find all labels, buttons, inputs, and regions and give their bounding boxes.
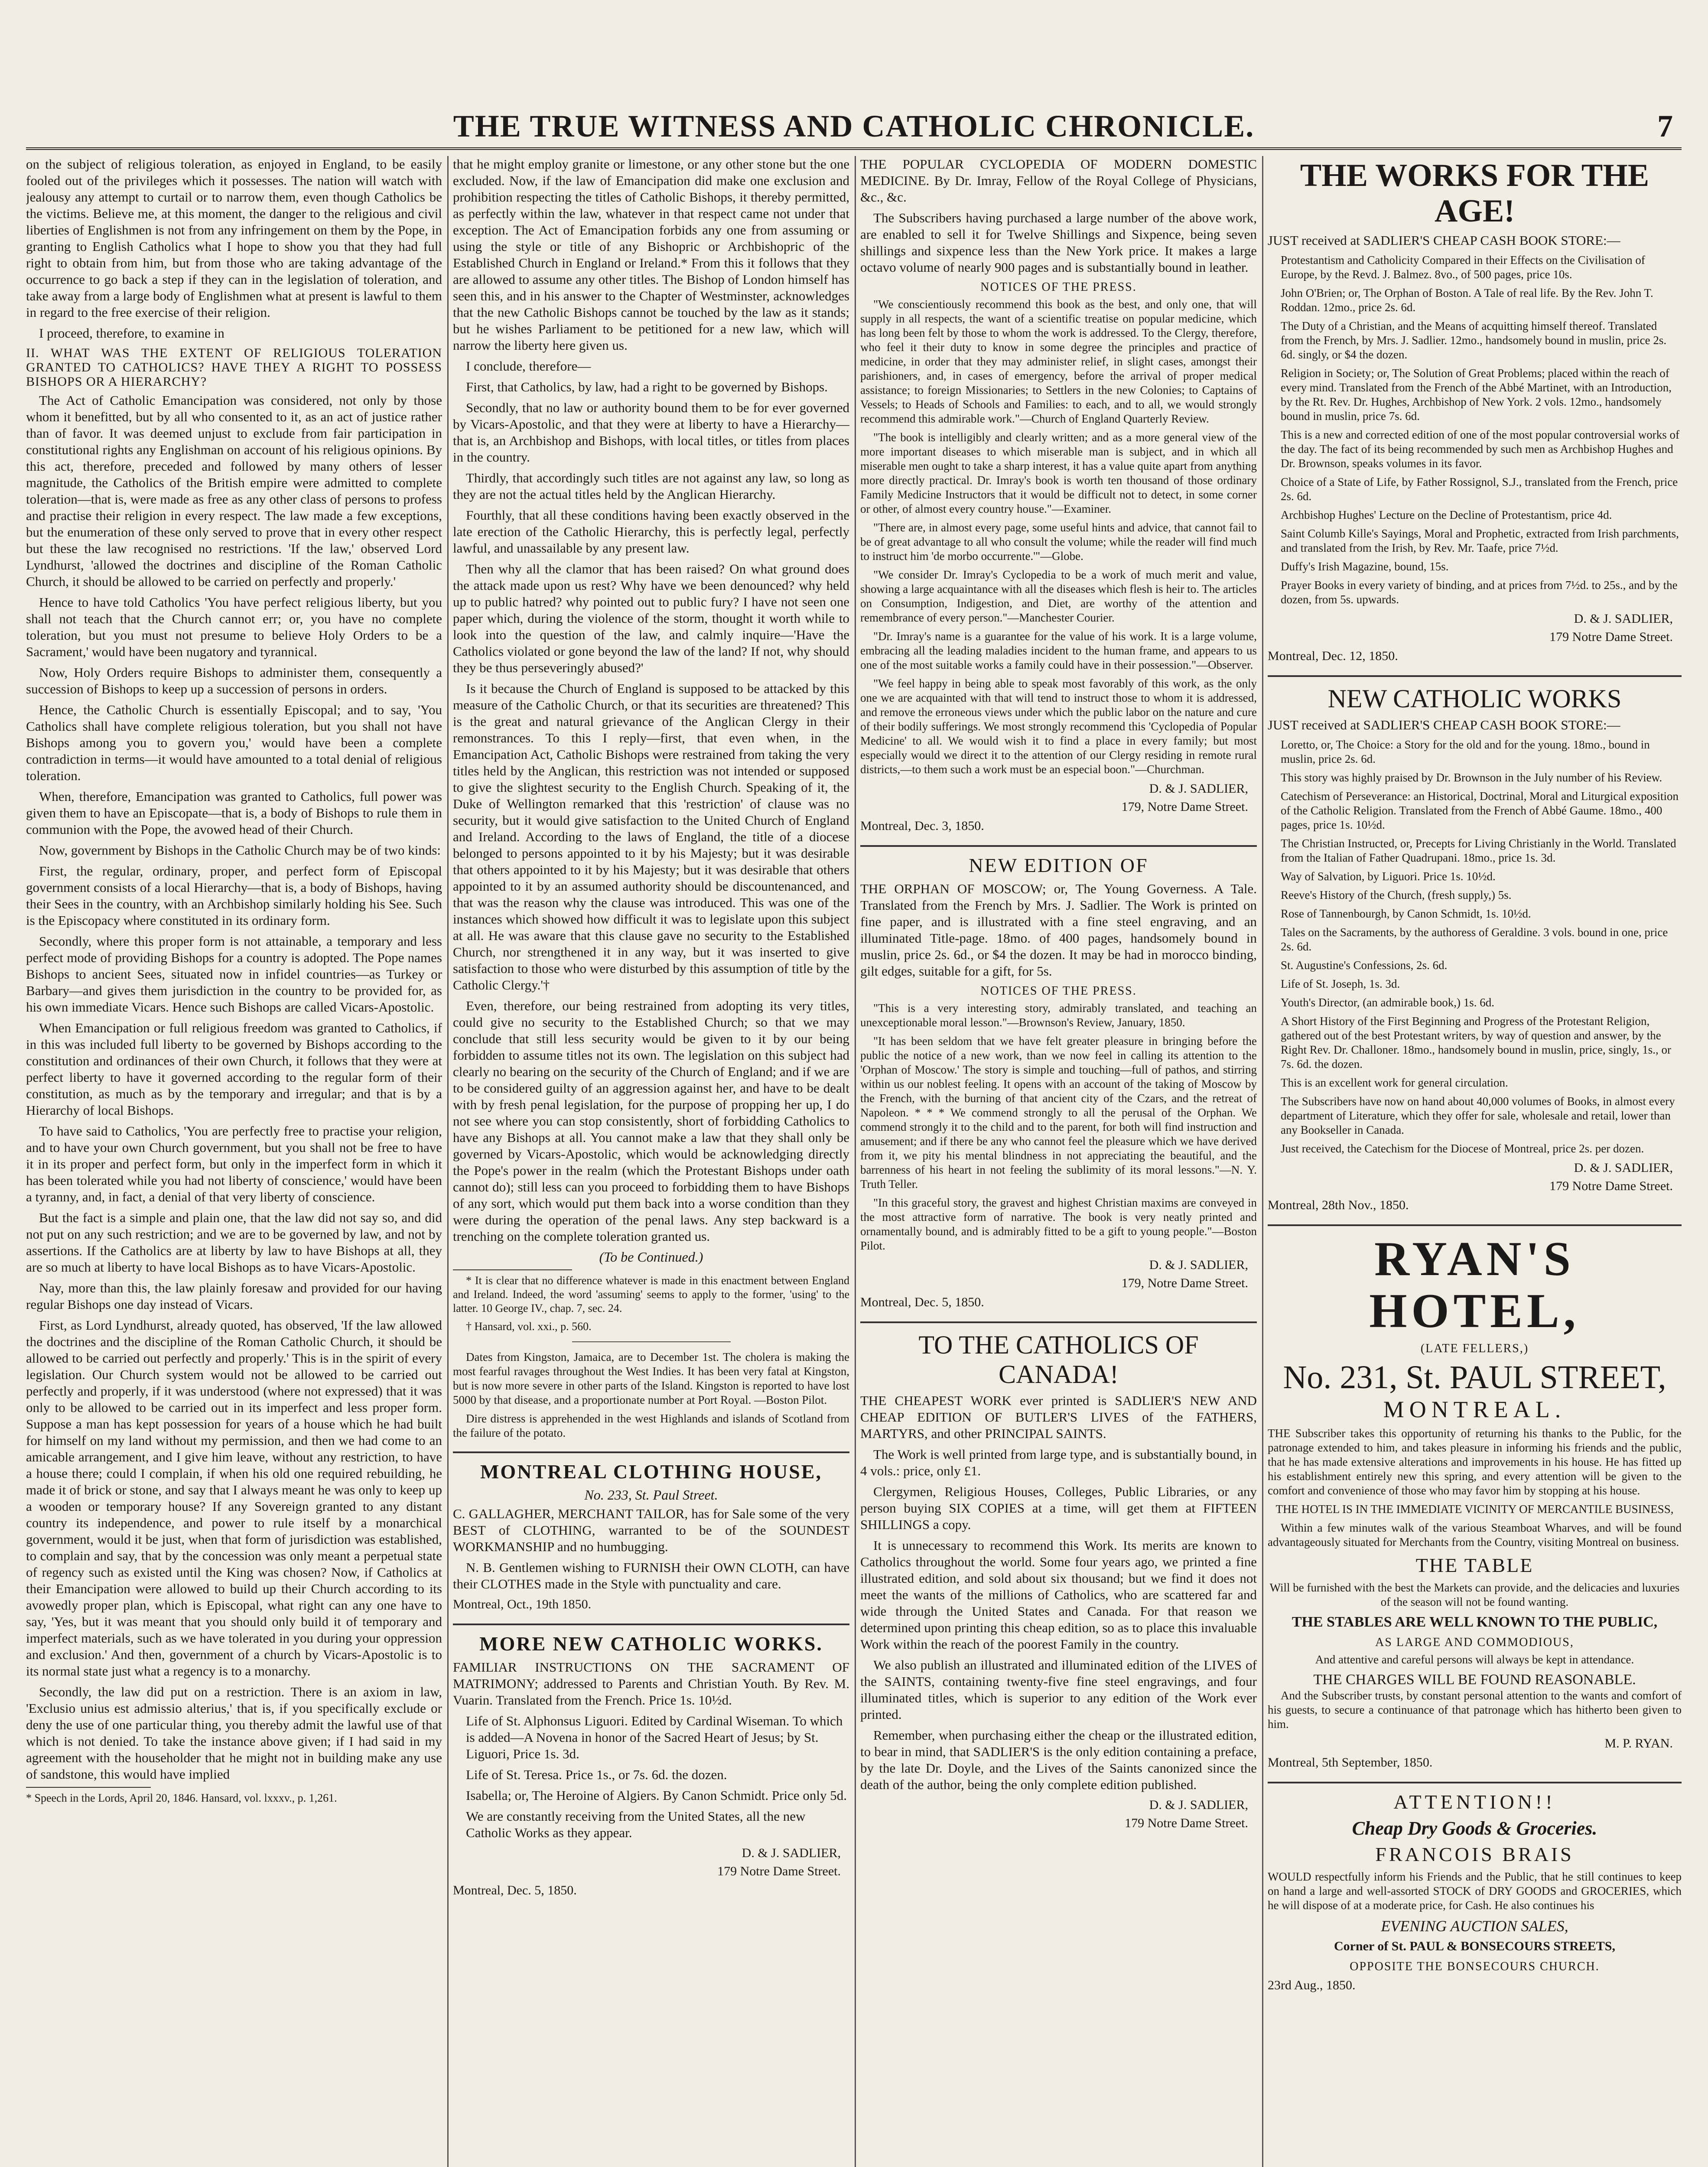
book-listing: Religion in Society; or, The Solution of Great Problems; placed within the reach of every mind. Translated from the French of the Abbé Martinet, with an Introduction, by the Rt. Rev. Dr. Hughes, Archbishop of New York. 2 vols. 12mo., handsomely bound in muslin, price 7s. 6d. [1281, 367, 1672, 423]
press-notice: "We consider Dr. Imray's Cyclopedia to be a work of much merit and value, showing a large acquaintance with all the diseases which flesh is heir to. The articles on Consumption, Indigestion, and Diet, are worthy of the attention and remembrance of every person."—Manchester Courier. [860, 568, 1257, 624]
works-age-title: THE WORKS FOR THE AGE! [1300, 158, 1649, 229]
attention-date: 23rd Aug., 1850. [1268, 1978, 1356, 1992]
masthead [26, 108, 1682, 150]
signature-address: 179 Notre Dame Street. [1549, 630, 1673, 644]
book-listing: Choice of a State of Life, by Father Rossignol, S.J., translated from the French, price 2s. 6d. [1281, 475, 1678, 503]
book-listing: Catechism of Perseverance: an Historical, Doctrinal, Moral and Liturgical exposition of the Catholic Religion. Translated from the French of Abbé Gaume. 18mo., 400 pages, price 1s. 10½d. [1281, 790, 1679, 831]
column-3 [860, 156, 1257, 2167]
news-item: Dates from Kingston, Jamaica, are to December 1st. The cholera is making the most fearful ravages throughout the West Indies. It has been very fatal at Kingston, but is now more severe in other parts of the Island. Kingston is reported to have lost 5000 by that disease, and a proportionate number at Port Royal. —Boston Pilot. [453, 1350, 849, 1406]
orphan-date: Montreal, Dec. 5, 1850. [860, 1295, 984, 1309]
stables-heading: THE STABLES ARE WELL KNOWN TO THE PUBLIC, [1292, 1614, 1658, 1630]
article-paragraph: Hence to have told Catholics 'You have perfect religious liberty, but you shall not teach that the Church cannot err; or, you have no complete toleration, but you must not presume to believe Holy Orders to be a Sacrament,' would have been nugatory and tyrannical. [26, 595, 442, 659]
catholics-ad-body: THE CHEAPEST WORK ever printed is SADLIER'S NEW AND CHEAP EDITION OF BUTLER'S LIVES of the FATHERS, MARTYRS, and other PRINCIPAL SAINTS. [860, 1393, 1257, 1441]
new-works-intro: JUST received at SADLIER'S CHEAP CASH BOOK STORE:— [1268, 717, 1620, 732]
table-body: Will be furnished with the best the Markets can provide, and the delicacies and luxuries of the season will not be found wanting. [1269, 1581, 1680, 1608]
divider [453, 1624, 849, 1625]
article-paragraph: First, as Lord Lyndhurst, already quoted, has observed, 'If the law allowed the doctrines and the discipline of the Roman Catholic Church, it should be allowed to be carried out perfectly and properly.' This is in the spirit of every legislation. Our Church system would not be allowed to be carried out perfectly and properly, if it was understood (where not expressed) that it was only to be allowed to be carried out in its imperfect and less proper form. Suppose a man has kept possession for years of a house which he had built for himself on my land without my permission, and then we had come to an amicable arrangement, and I give him leave, without any restriction, to have a house there; could I complain, if when his old one required rebuilding, he made it of brick or stone, and say that I always meant he was only to keep up a wooden or temporary house? If any Sovereign granted to any distant country its independence, and power to rule itself by a monarchical government, would it be just, when that form of jurisdiction was established, to complain and say, that by the concession was only meant a perpetual state of regency such as existed until the King was chosen? Now, if Catholics at their Emancipation were allowed to build up their Church according to its avowedly proper plan, which is Episcopal, what right can any one have to say, 'Yes, but it was meant that you should only build it of temporary and imperfect materials, such as we have tolerated in you during your oppression and exclusion.' And then, government of a church by Vicars-Apostolic is to its normal state just what a regency is to a monarchy. [26, 1318, 442, 1679]
more-works-item: Life of St. Alphonsus Liguori. Edited by Cardinal Wiseman. To which is added—A Novena in honor of the Sacred Heart of Jesus; by St. Liguori, Price 1s. 3d. [466, 1713, 843, 1761]
evening-sales: EVENING AUCTION SALES, [1381, 1917, 1568, 1935]
article-paragraph: Fourthly, that all these conditions having been exactly observed in the late erection of the Catholic Hierarchy, this is perfectly legal, perfectly lawful, and unassailable by any present law. [453, 508, 849, 556]
clothing-house-body: C. GALLAGHER, MERCHANT TAILOR, has for Sale some of the very BEST of CLOTHING, warranted to be of the SOUNDEST WORKMANSHIP and no humbugging. [453, 1506, 849, 1554]
catholics-ad-title: TO THE CATHOLICS OF CANADA! [918, 1331, 1199, 1389]
clothing-house-title: MONTREAL CLOTHING HOUSE, [480, 1461, 822, 1483]
signature-address: 179 Notre Dame Street. [1125, 1816, 1248, 1830]
book-listing: Reeve's History of the Church, (fresh supply,) 5s. [1281, 888, 1512, 901]
hotel-name: RYAN'S HOTEL, [1369, 1232, 1580, 1338]
column-rule [1262, 156, 1263, 2167]
hotel-vicinity: THE HOTEL IS IN THE IMMEDIATE VICINITY OF MERCANTILE BUSINESS, [1275, 1503, 1674, 1516]
column-rule [447, 156, 449, 2167]
divider [860, 1321, 1257, 1323]
signature-address: 179 Notre Dame Street. [717, 1864, 841, 1878]
article-paragraph: Now, government by Bishops in the Catholic Church may be of two kinds: [39, 843, 441, 858]
notices-heading: NOTICES OF THE PRESS. [980, 280, 1137, 294]
more-works-title: MORE NEW CATHOLIC WORKS. [479, 1633, 823, 1655]
book-listing: Archbishop Hughes' Lecture on the Decline of Protestantism, price 4d. [1281, 508, 1612, 521]
press-notice: "The book is intelligibly and clearly written; and as a more general view of the more important diseases to which miserable man is subject, and in which all miserable men ought to take a sharp interest, it has a value quite apart from anything more directly practical. Dr. Imray's book is worth ten thousand of those ordinary Family Medicine Instructors that it would be difficult not to detect, in some corner or other, of almost every country house."—Examiner. [860, 431, 1257, 515]
stables-subheading: AS LARGE AND COMMODIOUS, [1375, 1636, 1574, 1649]
signature: D. & J. SADLIER, [1149, 781, 1248, 796]
cyclopedia-ad-body: The Subscribers having purchased a large number of the above work, are enabled to sell it for Twelve Shillings and Sixpence, being seven shillings and sixpence less than the New York price. It makes a large octavo volume of nearly 900 pages and is substantially bound in leather. [860, 210, 1257, 275]
article-paragraph: Hence, the Catholic Church is essentially Episcopal; and to say, 'You Catholics shall have complete religious toleration, but you shall not have Bishops among you to govern you,' would have been a complete contradiction in terms—it would have amounted to a total denial of religious toleration. [26, 702, 442, 783]
article-paragraph: Nay, more than this, the law plainly foresaw and provided for our having regular Bishops one day instead of Vicars. [26, 1280, 442, 1312]
attention-subtitle: Cheap Dry Goods & Groceries. [1352, 1818, 1597, 1839]
press-notice: "In this graceful story, the gravest and highest Christian maxims are conveyed in the most attractive form of narrative. The book is very neatly printed and ornamentally bound, and is admirably fitted to be a gift to young people."—Boston Pilot. [860, 1196, 1257, 1252]
press-notice: "Dr. Imray's name is a guarantee for the value of his work. It is a large volume, embracing all the leading maladies incident to the human frame, and appears to us one of the most suitable works a family could have in their possession."—Observer. [860, 630, 1257, 671]
stables-body: And attentive and careful persons will always be kept in attendance. [1315, 1653, 1634, 1666]
new-works-date: Montreal, 28th Nov., 1850. [1268, 1198, 1409, 1212]
more-works-date: Montreal, Dec. 5, 1850. [453, 1883, 577, 1897]
press-notice: "We conscientiously recommend this book as the best, and only one, that will supply in all respects, the want of a scientific treatise on popular medicine, which has long been felt by those to whom the work is addressed. To the Clergy, therefore, who feel it their duty to know in some degree the principles and practice of medicine, in order that they may administer relief, in slight cases, amongst their parishioners, and, in cases of emergency, before the arrival of proper medical assistance; to foreign Missionaries; to Settlers in the new Colonies; to Captains of Vessels; to Heads of Schools and Families: to each, and to all, we would strongly recommend this admirable work."—Church of England Quarterly Review. [860, 298, 1257, 425]
article-paragraph: First, the regular, ordinary, proper, and perfect form of Episcopal government consists of a local Hierarchy—that is, a body of Bishops, having their Sees in the country, with an Archbishop similarly holding his See. Such is the Episcopacy where constituted in its ordinary form. [26, 863, 442, 928]
book-listing: Rose of Tannenbourgh, by Canon Schmidt, 1s. 10½d. [1281, 907, 1531, 920]
article-paragraph: The Act of Catholic Emancipation was considered, not only by those whom it benefitted, but by all who consented to it, as an act of justice rather than of favor. It was deemed unjust to exclude from fair participation in constitutional rights any Englishman on account of his religious opinions. By this act, therefore, preceded and followed by many others of lesser magnitude, the Catholics of the British empire were admitted to complete toleration—that is, were made as free as any other class of persons to profess and practise their religion in every respect. The law made a few exceptions, but the enumeration of these only served to prove that in every other respect but these the law recognised no restrictions. 'If the law,' observed Lord Lyndhurst, 'allowed the doctrines and discipline of the Roman Catholic Church, it should be allowed to be carried on perfectly and properly.' [26, 393, 442, 589]
signature: D. & J. SADLIER, [1574, 1161, 1673, 1175]
book-listing: Youth's Director, (an admirable book,) 1s. 6d. [1281, 996, 1494, 1009]
book-listing: Duffy's Irish Magazine, bound, 15s. [1281, 560, 1449, 573]
works-age-intro: JUST received at SADLIER'S CHEAP CASH BOOK STORE:— [1268, 233, 1620, 248]
divider [453, 1451, 849, 1453]
column-4 [1268, 156, 1682, 2167]
press-notice: "We feel happy in being able to speak most favorably of this work, as the only one we are acquainted with that will tend to instruct those to whom it is addressed, and remove the erroneous views under which the public labor on the nature and cure of their bodily sufferings. We most strongly recommend this 'Cyclopedia of Popular Medicine' to all. We would wish it to find a place in every family; but most especially would we direct it to the attention of our Clergy residing in remote rural districts,—to them such a work must be an especial boon."—Churchman. [860, 677, 1257, 776]
catholics-ad-paragraph: We also publish an illustrated and illuminated edition of the LIVES of the SAINTS, containing twenty-five fine steel engravings, and four illuminated titles, which is superior to any edition of the Work ever printed. [860, 1657, 1257, 1722]
signature-address: 179, Notre Dame Street. [1121, 1276, 1248, 1290]
signature: D. & J. SADLIER, [1574, 612, 1673, 626]
clothing-house-address: No. 233, St. Paul Street. [584, 1487, 718, 1503]
book-listing: The Christian Instructed, or, Precepts for Living Christianly in the World. Translated from the Italian of Father Quadrupani. 18mo., price 1s. 3d. [1281, 837, 1676, 864]
signature: D. & J. SADLIER, [742, 1846, 841, 1860]
corner-location: Corner of St. PAUL & BONSECOURS STREETS, [1334, 1939, 1615, 1953]
press-notice: "There are, in almost every page, some useful hints and advice, that cannot fail to be of great advantage to all who consult the volume; while the reader will find much to instruct him 'de morbo occurrente.'"—Globe. [860, 521, 1257, 563]
article-paragraph: Now, Holy Orders require Bishops to administer them, consequently a succession of Bishops to keep up a succession of persons in orders. [26, 665, 442, 696]
press-notice: "It has been seldom that we have felt greater pleasure in bringing before the public the notice of a new work, than we now feel in calling its attention to the 'Orphan of Moscow.' The story is simple and touching—full of pathos, and stirring within us our noblest feeling. It opens with an account of the taking of Moscow by the French, with the burning of that ancient city of the Czars, and the retreat of Napoleon. * * * We commend strongly to all the perusal of the Orphan. We commend strongly it to the child and to the parent, for both will find instruction and amusement; and if there be any who cannot feel the pleasure which we have derived from it, we pity his mental blindness in not appreciating the beautiful, and the barrenness of his heart in not feeling the sublimity of its moral lessons."—N. Y. Truth Teller. [860, 1035, 1257, 1191]
more-works-item: We are constantly receiving from the United States, all the new Catholic Works as they appear. [466, 1809, 806, 1840]
more-works-item: Isabella; or, The Heroine of Algiers. By Canon Schmidt. Price only 5d. [466, 1788, 847, 1803]
article-paragraph: But the fact is a simple and plain one, that the law did not say so, and did not put on any such restriction; and we are to be governed by law, and not by assertions. If the Catholics are at liberty by law to have Bishops at all, they are so much at liberty to have local Bishops as to have Vicars-Apostolic. [26, 1210, 442, 1275]
catholics-ad-paragraph: It is unnecessary to recommend this Work. Its merits are known to Catholics throughout the world. Some four years ago, we printed a fine illustrated edition, and sold about six thousand; but we find it does not meet the wants of the millions of Catholics, who are scattered far and wide through the United States and Canada. For that reason we determined upon printing this cheap edition, so as to place this invaluable Work within the reach of the poorest Family in the country. [860, 1538, 1257, 1652]
continued-note: (To be Continued.) [599, 1249, 703, 1265]
hotel-signature: M. P. RYAN. [1604, 1736, 1673, 1751]
book-listing: This is a new and corrected edition of one of the most popular controversial works of the day. The fact of its being recommended by such men as Archbishop Hughes and Dr. Brownson, speaks volumes in its favor. [1281, 428, 1679, 470]
footnote: * Speech in the Lords, April 20, 1846. Hansard, vol. lxxxv., p. 1,261. [26, 1792, 337, 1804]
book-listing: This story was highly praised by Dr. Brownson in the July number of his Review. [1281, 771, 1662, 784]
column-1 [26, 156, 442, 2167]
article-paragraph: I conclude, therefore— [466, 358, 591, 374]
hotel-vicinity-body: Within a few minutes walk of the various Steamboat Wharves, and will be found advantageously situated for Merchants from the Country, visiting Montreal on business. [1268, 1521, 1682, 1549]
catholics-ad-paragraph: Remember, when purchasing either the cheap or the illustrated edition, to bear in mind, that SADLIER'S is the only edition containing a preface, by the late Dr. Doyle, and the Lives of the Saints canonized since the death of the author, being the only complete edition published. [860, 1728, 1257, 1792]
new-works-title: NEW CATHOLIC WORKS [1327, 684, 1622, 713]
book-listing: A Short History of the First Beginning and Progress of the Protestant Religion, gathered out of the best Protestant writers, by way of question and answer, by the Right Rev. Dr. Challoner. 18mo., handsomely bound in muslin, price, singly, 1s., or 7s. 6d. the dozen. [1281, 1015, 1671, 1070]
cyclopedia-ad-title: THE POPULAR CYCLOPEDIA OF MODERN DOMESTIC MEDICINE. By Dr. Imray, Fellow of the Royal College of Physicians, &c., &c. [860, 156, 1257, 205]
attention-body: WOULD respectfully inform his Friends and the Public, that he still continues to keep on hand a large and well-assorted STOCK of DRY GOODS and GROCERIES, which he will dispose of at a moderate price, for Cash. He also continues his [1268, 1870, 1682, 1912]
page-number: 7 [1657, 109, 1673, 143]
article-paragraph: First, that Catholics, by law, had a right to be governed by Bishops. [466, 379, 828, 394]
divider [1268, 675, 1682, 677]
signature: D. & J. SADLIER, [1149, 1798, 1248, 1812]
book-listing: Prayer Books in every variety of binding, and at prices from 7½d. to 25s., and by the dozen, from 5s. upwards. [1281, 579, 1678, 606]
book-listing: Loretto, or, The Choice: a Story for the old and for the young. 18mo., bound in muslin, price 2s. 6d. [1281, 738, 1650, 765]
hotel-late: (LATE FELLERS,) [1420, 1342, 1529, 1355]
article-paragraph: that he might employ granite or limestone, or any other stone but the one excluded. Now, if the law of Emancipation did make one exclusion and prohibition respecting the titles of Catholic Bishops, it thereby permitted, as perfectly within the law, whatever in that respect came not under that exception. The Act of Emancipation forbids any one from assuming or using the style or title of any Bishopric or Archbishopric of the Established Church in England or Ireland.* From this it follows that they are allowed to assume any other titles. The Bishop of London himself has seen this, and in his answer to the Chapter of Westminster, acknowledges that the new Catholic Bishops cannot be touched by the law as it stands; but he wishes Parliament to be petitioned for a new law, which will narrow the liberty here given us. [453, 156, 849, 353]
article-paragraph: Is it because the Church of England is supposed to be attacked by this measure of the Catholic Church, or that its securities are threatened? This is the great and natural grievance of the Anglican Clergy in their remonstrances. To this I reply—first, that even when, in the Emancipation Act, Catholic Bishops were restrained from taking the very titles held by the Anglican, this restriction was not intended or supposed to give the slightest security to the English Church. Speaking of it, the Duke of Wellington remarked that this 'restriction' of clause was no security, but it would give satisfaction to the United Church of England and Ireland. According to the laws of England, the title of a diocese belonged to persons appointed to it by his Majesty; but it was desirable that others appointed to it by his Majesty; but it was desirable that others appointed to it by an assumed authority should be discountenanced, and that was the reason why the clause was introduced. This was one of the instances which showed how difficult it was to legislate upon this subject at all. He was aware that this clause gave no security to the Established Church, nor strengthened it in any way, but it was inserted to give satisfaction to those who were disturbed by this assumption of title by the Catholic Clergy.'† [453, 681, 849, 992]
clothing-house-date: Montreal, Oct., 19th 1850. [453, 1597, 592, 1611]
book-listing: Life of St. Joseph, 1s. 3d. [1281, 977, 1400, 990]
article-paragraph: on the subject of religious toleration, as enjoyed in England, to be easily fooled out of the privileges which it possesses. The nation will watch with jealousy any attempt to curtail or to narrow them, even though Catholics be the victims. Believe me, at this moment, the danger to the religious and civil liberties of Englishmen is not from any infringement on them by the Pope, in granting to English Catholics what I hope to show you that they had full right to obtain from him, but from those who are taking advantage of the occurrence to go back a step if they can in the legislation of toleration, and take away from a large body of Englishmen what at present is lawful to them in regard to the free exercise of their religion. [26, 156, 442, 320]
book-listing: Way of Salvation, by Liguori. Price 1s. 10½d. [1281, 870, 1496, 883]
catholics-ad-paragraph: The Work is well printed from large type, and is substantially bound, in 4 vols.: price, only £1. [860, 1447, 1257, 1478]
article-paragraph: When Emancipation or full religious freedom was granted to Catholics, if in this was included full liberty to be governed by Bishops according to the constitution and ordinances of their own Church, it follows that they were at perfect liberty to have it governed according to the regular form of their constitution, as much as by the temporary and irregular; and that is by a Hierarchy of local Bishops. [26, 1020, 442, 1118]
merchant-name: FRANCOIS BRAIS [1375, 1843, 1574, 1865]
orphan-ad-body: THE ORPHAN OF MOSCOW; or, The Young Governess. A Tale. Translated from the French by Mrs. J. Sadlier. The Work is printed on fine paper, and is illustrated with a fine steel engraving, and an illuminated Title-page. 18mo. of 400 pages, handsomely bound in muslin, price 2s. 6d., or $4 the dozen. It may be had in morocco binding, gilt edges, suitable for a gift, for 5s. [860, 881, 1257, 979]
divider [572, 1341, 731, 1342]
divider [1268, 1782, 1682, 1783]
book-listing: The Duty of a Christian, and the Means of acquitting himself thereof. Translated from the French, by Mrs. J. Sadlier. 12mo., handsomely bound in muslin, price 2s. 6d. singly, or $4 the dozen. [1281, 319, 1667, 361]
section-heading: II. WHAT WAS THE EXTENT OF RELIGIOUS TOLERATION GRANTED TO CATHOLICS? HAVE THEY A RIGHT TO POSSESS BISHOPS OR A HIERARCHY? [26, 346, 442, 389]
footnote: † Hansard, vol. xxi., p. 560. [466, 1320, 592, 1333]
article-paragraph: Then why all the clamor that has been raised? On what ground does the attack made upon us rest? Why have we been denounced? why held up to public hatred? why pointed out to public fury? I have not seen one paper which, during the violence of the storm, thought it worth while to look into the question of the law, and calmly inquire—'Have the Catholics violated or gone beyond the law of the land? If not, why should they be thus perseveringly abused?' [453, 561, 849, 675]
book-listing: Just received, the Catechism for the Diocese of Montreal, price 2s. per dozen. [1281, 1142, 1644, 1155]
more-works-item: Life of St. Teresa. Price 1s., or 7s. 6d. the dozen. [466, 1767, 727, 1782]
catholics-ad-paragraph: Clergymen, Religious Houses, Colleges, Public Libraries, or any person buying SIX COPIES at a time, will get them at FIFTEEN SHILLINGS a copy. [860, 1484, 1257, 1532]
column-rule [855, 156, 856, 2167]
book-listing: The Subscribers have now on hand about 40,000 volumes of Books, in almost every department of Literature, which they offer for sale, wholesale and retail, lower than any Bookseller in Canada. [1281, 1095, 1675, 1136]
book-listing: St. Augustine's Confessions, 2s. 6d. [1281, 959, 1448, 972]
hotel-date: Montreal, 5th September, 1850. [1268, 1755, 1433, 1770]
cyclopedia-date: Montreal, Dec. 3, 1850. [860, 819, 984, 833]
hotel-address: No. 231, St. PAUL STREET, [1283, 1359, 1666, 1396]
footnote: * It is clear that no difference whatever is made in this enactment between England and Ireland. Indeed, the word 'assuming' seems to apply to the former, 'using' to the latter. 10 George IV., chap. 7, sec. 24. [453, 1274, 849, 1315]
book-listing: Saint Columb Kille's Sayings, Moral and Prophetic, extracted from Irish parchments, and translated from the Irish, by Rev. Mr. Taafe, price 7½d. [1281, 527, 1679, 554]
divider [860, 845, 1257, 847]
article-paragraph: Thirdly, that accordingly such titles are not against any law, so long as they are not the actual titles held by the Anglican Hierarchy. [453, 470, 849, 502]
divider [1268, 1224, 1682, 1226]
article-paragraph: Secondly, that no law or authority bound them to be for ever governed by Vicars-Apostolic, and that they were at liberty to have a Hierarchy—that is, an Archbishop and Bishops, with local titles, or titles from places in the country. [453, 400, 849, 465]
article-paragraph: To have said to Catholics, 'You are perfectly free to practise your religion, and to have your own Church government, but you shall not be free to have it in its proper and perfect form, but only in the imperfect form in which it has been tolerated while you had not liberty of conscience,' would have been a tyranny, and, in fact, a denial of that very liberty of conscience. [26, 1123, 442, 1204]
charges-heading: THE CHARGES WILL BE FOUND REASONABLE. [1313, 1672, 1636, 1688]
clothing-house-body: N. B. Gentlemen wishing to FURNISH their OWN CLOTH, can have their CLOTHES made in the Style with punctuality and care. [453, 1560, 849, 1591]
book-listing: This is an excellent work for general circulation. [1281, 1076, 1508, 1089]
book-listing: John O'Brien; or, The Orphan of Boston. A Tale of real life. By the Rev. John T. Roddan. 12mo., price 2s. 6d. [1281, 286, 1653, 314]
signature-address: 179, Notre Dame Street. [1121, 800, 1248, 814]
table-heading: THE TABLE [1415, 1554, 1534, 1576]
book-listing: Protestantism and Catholicity Compared in their Effects on the Civilisation of Europe, by the Revd. J. Balmez. 8vo., of 500 pages, price 10s. [1281, 254, 1645, 281]
article-paragraph: Even, therefore, our being restrained from adopting its very titles, could give no security to the Established Church; so that we may conclude that still less security would be given to it by our being forbidden to assume titles not its own. The legislation on this subject had clearly no bearing on the security of the Church of England; and if we are to be considered guilty of an aggression against her, and have to be dealt with by fresh penal legislation, for the purpose of propping her up, I do not see where you can stop consistently, short of forbidding Catholics to have any Bishops at all. You cannot make a law that they shall only be governed by Vicars-Apostolic, which would be acknowledging directly the Pope's power in the realm (which the Protestant Bishops under oath cannot do); still less can you proceed to forbidding them to have Bishops of any sort, which would put them back into a worse condition than they were during the operation of the penal laws. Any step backward is a trenching on the complete toleration granted us. [453, 998, 849, 1244]
news-item: Dire distress is apprehended in the west Highlands and islands of Scotland from the failure of the potato. [453, 1412, 849, 1439]
signature-address: 179 Notre Dame Street. [1549, 1179, 1673, 1193]
more-works-body: FAMILIAR INSTRUCTIONS ON THE SACRAMENT OF MATRIMONY; addressed to Parents and Christian Youth. By Rev. M. Vuarin. Translated from the French. Price 1s. 10½d. [453, 1659, 849, 1708]
hotel-city: MONTREAL. [1383, 1396, 1566, 1422]
article-paragraph: Secondly, where this proper form is not attainable, a temporary and less perfect mode of providing Bishops for a country is adopted. The Pope names Bishops to ancient Sees, situated now in infidel countries—as Turkey or Barbary—and gives them jurisdiction in the country to be provided for, as his own immediate Vicars. Hence such Bishops are called Vicars-Apostolic. [26, 934, 442, 1015]
masthead-title: THE TRUE WITNESS AND CATHOLIC CHRONICLE. [453, 109, 1255, 143]
works-age-date: Montreal, Dec. 12, 1850. [1268, 649, 1398, 663]
charges-body: And the Subscriber trusts, by constant personal attention to the wants and comfort of his guests, to secure a continuance of that patronage which has hitherto been given to him. [1268, 1689, 1682, 1731]
hotel-body: THE Subscriber takes this opportunity of returning his thanks to the Public, for the patronage extended to him, and takes pleasure in informing his friends and the public, that he has made extensive alterations and improvements in his house. He has fitted up his establishment entirely new this spring, and every attention will be given to the comfort and convenience of those who may favor him by stopping at his house. [1268, 1427, 1682, 1497]
article-paragraph: Secondly, the law did put on a restriction. There is an axiom in law, 'Exclusio unius est admissio alterius,' that is, if you specifically exclude or deny the use of one particular thing, you thereby admit the lawful use of that which is not denied. To take the instance above given; if I had said in my agreement with the householder that he might not in building make any use of sandstone, this would have implied [26, 1684, 442, 1782]
footnote-rule [26, 1787, 151, 1788]
article-paragraph: When, therefore, Emancipation was granted to Catholics, full power was given them to have an Episcopate—that is, a body of Bishops to rule them in communion with the Pope, the avowed head of their Church. [26, 789, 442, 837]
attention-title: ATTENTION!! [1393, 1791, 1556, 1813]
press-notice: "This is a very interesting story, admirably translated, and teaching an unexceptionable moral lesson."—Brownson's Review, January, 1850. [860, 1002, 1257, 1029]
signature: D. & J. SADLIER, [1149, 1258, 1248, 1272]
footnote-rule [453, 1269, 572, 1270]
orphan-ad-title: NEW EDITION OF [969, 854, 1148, 876]
book-listing: Tales on the Sacraments, by the authoress of Geraldine. 3 vols. bound in one, price 2s. 6d. [1281, 926, 1668, 953]
column-2 [453, 156, 849, 2167]
article-paragraph: I proceed, therefore, to examine in [39, 325, 224, 341]
opposite-location: OPPOSITE THE BONSECOURS CHURCH. [1350, 1960, 1600, 1973]
notices-heading: NOTICES OF THE PRESS. [980, 984, 1137, 998]
